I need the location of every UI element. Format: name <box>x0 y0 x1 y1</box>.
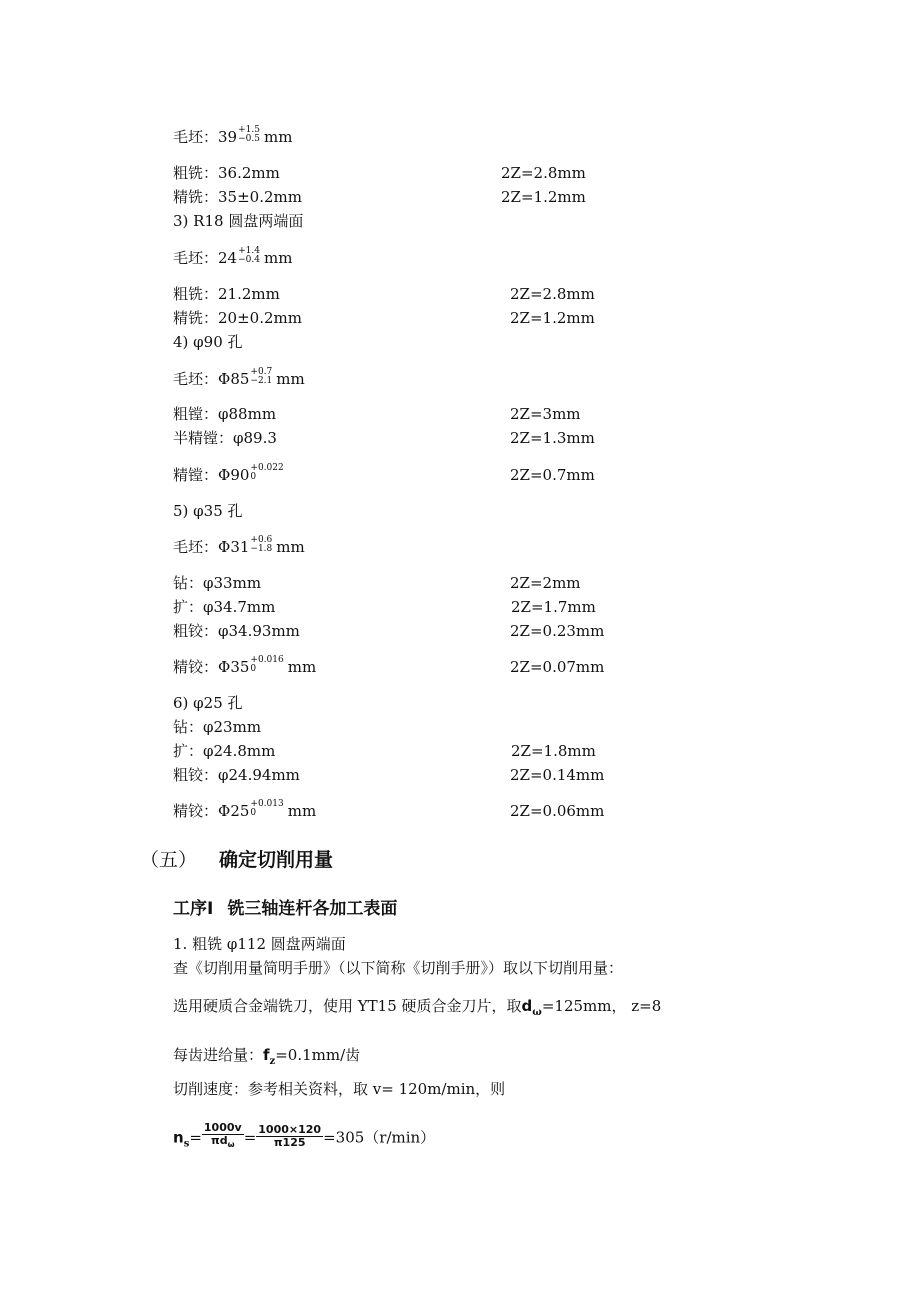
allowance: 2Z=2.8mm <box>501 164 586 182</box>
expand-row: 扩：φ34.7mm 2Z=1.7mm <box>173 598 596 616</box>
tolerance: +0.013 0 <box>250 799 284 818</box>
process-title: 铣三轴连杆各加工表面 <box>227 899 398 919</box>
finish-ream-row: 精铰：Φ25 +0.013 0 mm 2Z=0.06mm <box>173 799 605 820</box>
blank-row: 毛坯：39 +1.5 −0.5 mm <box>173 125 293 146</box>
tolerance: +0.6 −1.8 <box>250 535 273 554</box>
heading-phi90: 4) φ90 孔 <box>173 333 243 351</box>
tolerance: +0.022 0 <box>250 463 284 482</box>
drill-row: 钻：φ23mm <box>173 718 262 736</box>
section-number: （五） <box>140 849 198 871</box>
drill-row: 钻：φ33mm 2Z=2mm <box>173 574 581 592</box>
blank-row: 毛坯：Φ31 +0.6 −1.8 mm <box>173 535 305 556</box>
rough-ream-row: 粗铰：φ24.94mm 2Z=0.14mm <box>173 766 605 784</box>
tolerance: +1.5 −0.5 <box>238 125 260 144</box>
finish-ream-row: 精铰：Φ35 +0.016 0 mm 2Z=0.07mm <box>173 655 605 676</box>
tool-text: 选用硬质合金端铣刀，使用 YT15 硬质合金刀片，取$d_\omega=125mm$， z=8 <box>173 997 662 1018</box>
tolerance: +0.7 −2.1 <box>250 367 273 386</box>
finish-mill-row: 精铣：20±0.2mm 2Z=1.2mm <box>173 309 595 327</box>
allowance: 2Z=1.2mm <box>510 309 595 327</box>
fraction: $\frac{1000v}{\pi d_\omega}$ <box>203 1121 242 1150</box>
allowance: 2Z=0.23mm <box>510 622 605 640</box>
heading-phi35: 5) φ35 孔 <box>173 502 243 520</box>
rough-ream-row: 粗铰：φ34.93mm 2Z=0.23mm <box>173 622 605 640</box>
tolerance: +1.4 −0.4 <box>238 246 260 265</box>
allowance: 2Z=0.07mm <box>510 658 605 676</box>
allowance: 2Z=1.2mm <box>501 188 586 206</box>
semi-finish-bore-row: 半精镗：φ89.3 2Z=1.3mm <box>173 429 595 447</box>
section-heading <box>140 847 333 873</box>
allowance: 2Z=3mm <box>510 405 581 423</box>
allowance: 2Z=0.06mm <box>510 802 605 820</box>
lookup-text: 查《切削用量简明手册》（以下简称《切削手册》）取以下切削用量： <box>173 959 624 977</box>
section-title: 确定切削用量 <box>219 849 334 871</box>
step-1: 1. 粗铣 φ112 圆盘两端面 <box>173 935 346 953</box>
allowance: 2Z=2mm <box>510 574 581 592</box>
tolerance: +0.016 0 <box>250 655 284 674</box>
allowance: 2Z=0.7mm <box>510 466 595 484</box>
speed-text: 切削速度：参考相关资料，取 v= 120m/min，则 <box>173 1080 506 1098</box>
finish-bore-row: 精镗：Φ90 +0.022 0 2Z=0.7mm <box>173 463 595 484</box>
rough-mill-row: 粗铣：21.2mm 2Z=2.8mm <box>173 285 595 303</box>
rough-bore-row: 粗镗：φ88mm 2Z=3mm <box>173 405 581 423</box>
dim-base: 39 <box>218 128 238 146</box>
finish-mill-row: 精铣：35±0.2mm 2Z=1.2mm <box>173 188 586 206</box>
fraction: $\frac{1000\times 120}{\pi 125}$ <box>258 1123 322 1150</box>
allowance: 2Z=2.8mm <box>510 285 595 303</box>
blank-row: 毛坯：24 +1.4 −0.4 mm <box>173 246 293 267</box>
allowance: 2Z=1.7mm <box>511 598 596 616</box>
heading-r18: 3) R18 圆盘两端面 <box>173 212 304 230</box>
allowance: 2Z=1.3mm <box>510 429 595 447</box>
process-heading: 工序Ⅰ 铣三轴连杆各加工表面 <box>173 899 398 919</box>
expand-row: 扩：φ24.8mm 2Z=1.8mm <box>173 742 596 760</box>
allowance: 2Z=1.8mm <box>511 742 596 760</box>
row-label: 毛坯： <box>173 128 219 146</box>
speed-formula: $n_s=$ $\frac{1000v}{\pi d_\omega}$ = $\frac{1000\times 120}{\pi 125}$ =305（r/min） <box>173 1121 436 1150</box>
feed-text: 每齿进给量：$f_z=0.1mm/$齿 <box>173 1046 361 1067</box>
heading-phi25: 6) φ25 孔 <box>173 694 243 712</box>
blank-row: 毛坯：Φ85 +0.7 −2.1 mm <box>173 367 305 388</box>
allowance: 2Z=0.14mm <box>510 766 605 784</box>
rough-mill-row: 粗铣：36.2mm 2Z=2.8mm <box>173 164 586 182</box>
